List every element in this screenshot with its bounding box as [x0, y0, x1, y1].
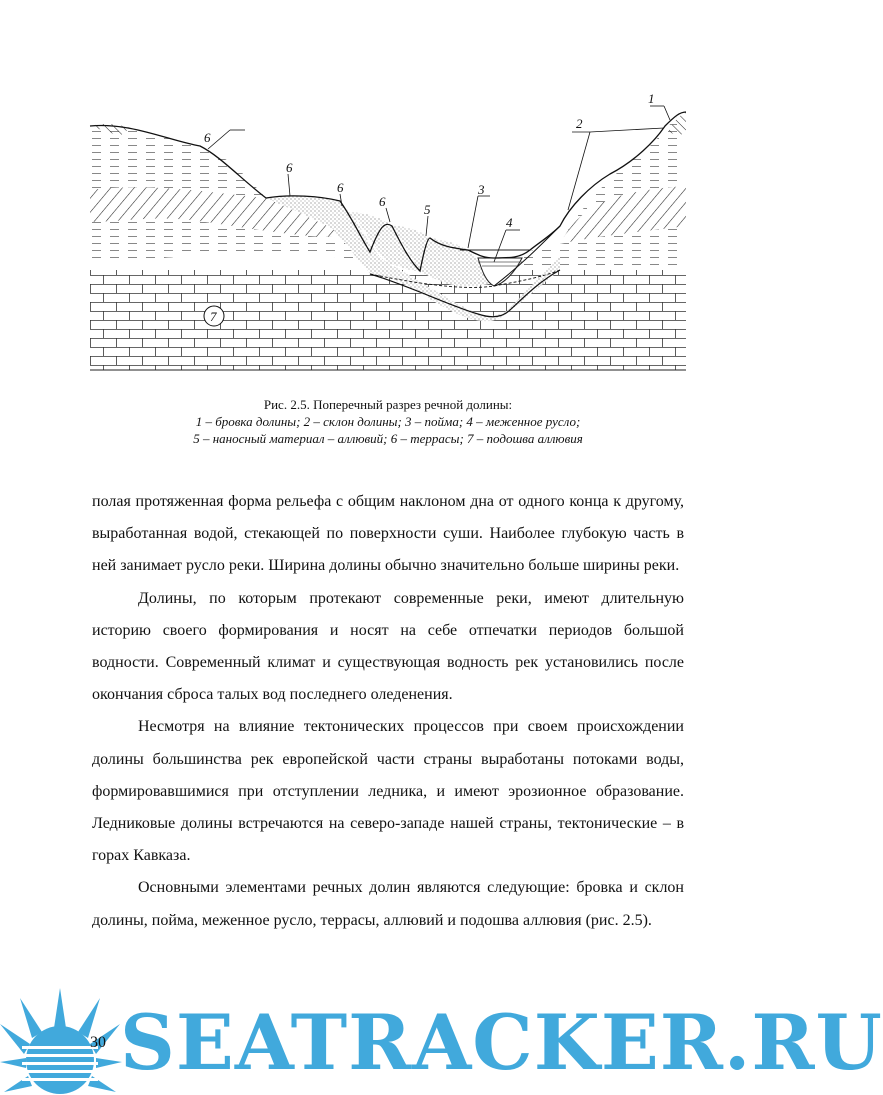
- page-number: 30: [90, 1034, 106, 1051]
- label-4: 4: [506, 215, 513, 230]
- cross-section-diagram: [90, 86, 686, 376]
- label-6-upper: 6: [204, 130, 211, 145]
- watermark-text: SEATRACKER.RU: [120, 998, 883, 1087]
- label-6-terrace-b: 6: [337, 180, 344, 195]
- upper-left-layer: [90, 125, 266, 198]
- label-6-terrace-a: 6: [286, 160, 293, 175]
- river-valley-cross-section-figure: [90, 86, 686, 376]
- figure-caption: [80, 396, 696, 447]
- body-text: [92, 486, 684, 937]
- paragraph-3: Несмотря на влияние тектонических процессов при своем происхождении долины большинства рек европейской части страны выработаны потоками воды, формировавшимися при отступлении ледника, и имеют эрозионное образование. Ледниковые долины встречаются на северо-западе нашей страны, тектонические – в горах Кавказа.: [92, 718, 684, 865]
- caption-legend-line-2: 5 – наносный материал – аллювий; 6 – террасы; 7 – подошва аллювия: [193, 431, 583, 446]
- paragraph-1: полая протяженная форма рельефа с общим наклоном дна от одного конца к другому, выработанная водой, стекающей по поверхности суши. Наиболее глубокую часть в ней занимает русло реки. Ширина долины обычно значительно больше ширины реки.: [92, 493, 684, 575]
- label-5: 5: [424, 202, 431, 217]
- label-7: 7: [210, 309, 217, 324]
- caption-legend-line-1: 1 – бровка долины; 2 – склон долины; 3 – пойма; 4 – меженное русло;: [195, 414, 581, 429]
- label-2: 2: [576, 116, 583, 131]
- paragraph-2: Долины, по которым протекают современные реки, имеют длительную историю своего формирования и носят на себе отпечатки периодов большой водности. Современный климат и существующая водность рек установились после окончания сброса талых вод последнего оледенения.: [92, 589, 684, 704]
- label-1: 1: [648, 91, 655, 106]
- label-3: 3: [478, 182, 485, 197]
- paragraph-4: Основными элементами речных долин являются следующие: бровка и склон долины, пойма, меженное русло, террасы, аллювий и подошва аллювия (рис. 2.5).: [92, 879, 684, 929]
- bedrock-layer: [90, 270, 686, 370]
- label-6-terrace-c: 6: [379, 194, 386, 209]
- caption-title: Рис. 2.5. Поперечный разрез речной долины:: [263, 397, 513, 412]
